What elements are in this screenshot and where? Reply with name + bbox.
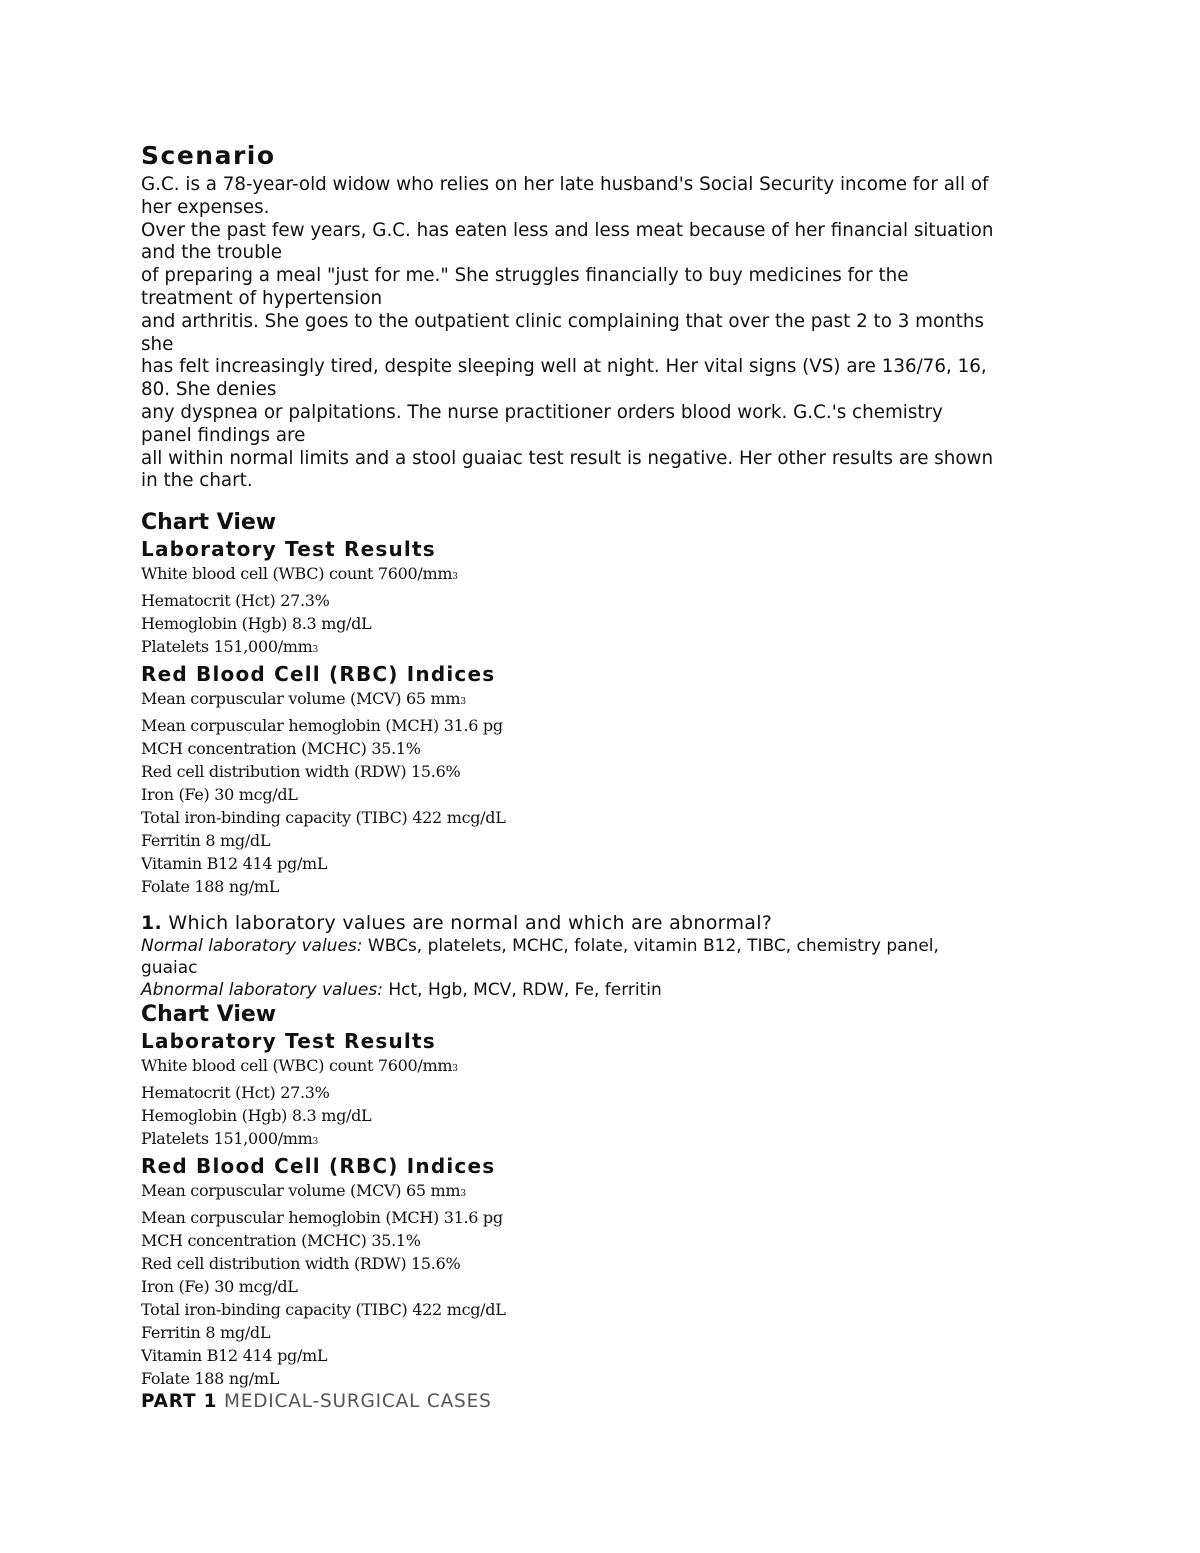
lab-value-item <box>141 1275 1071 1298</box>
lab-value-item <box>141 1081 1071 1104</box>
abnormal-values-answer <box>141 979 1071 1001</box>
lab-results-list <box>141 1054 1071 1154</box>
scenario-line: all within normal limits and a stool guaiac test result is negative. Her other results are shown <box>141 447 994 469</box>
question-prompt: Which laboratory values are normal and which are abnormal? <box>162 912 773 935</box>
lab-value-item <box>141 1367 1071 1390</box>
lab-value-text: Platelets 151,000/mm <box>141 637 313 657</box>
lab-value-item <box>141 1179 1071 1206</box>
lab-value-text: Iron (Fe) 30 mcg/dL <box>141 1277 298 1297</box>
lab-value-superscript: 3 <box>312 1137 318 1148</box>
lab-value-item <box>141 829 1071 852</box>
lab-value-text: Folate 188 ng/mL <box>141 877 280 897</box>
lab-value-text: Iron (Fe) 30 mcg/dL <box>141 785 298 805</box>
scenario-line: of preparing a meal "just for me." She struggles financially to buy medicines for the <box>141 265 909 287</box>
scenario-line: 80. She denies <box>141 379 277 401</box>
scenario-line: has felt increasingly tired, despite sleeping well at night. Her vital signs (VS) are 136/76, 16, <box>141 356 987 378</box>
lab-value-text: Vitamin B12 414 pg/mL <box>141 1346 328 1366</box>
lab-value-text: Red cell distribution width (RDW) 15.6% <box>141 762 461 782</box>
scenario-line: her expenses. <box>141 196 270 218</box>
lab-value-superscript: 3 <box>452 1064 458 1075</box>
scenario-line: treatment of hypertension <box>141 287 383 309</box>
lab-value-superscript: 3 <box>312 645 318 656</box>
scenario-body <box>141 174 1071 493</box>
lab-value-superscript: 3 <box>460 697 466 708</box>
footer-part: PART 1 <box>141 1391 218 1413</box>
lab-value-item <box>141 589 1071 612</box>
chart-view-2 <box>141 1001 1071 1390</box>
lab-value-item <box>141 1321 1071 1344</box>
lab-results-heading: Laboratory Test Results <box>141 1029 436 1054</box>
lab-value-item <box>141 612 1071 635</box>
document-page <box>141 138 1071 1414</box>
lab-value-text: Mean corpuscular hemoglobin (MCH) 31.6 pg <box>141 716 503 736</box>
rbc-indices-heading: Red Blood Cell (RBC) Indices <box>141 662 496 687</box>
rbc-indices-list <box>141 687 1071 898</box>
scenario-line: and arthritis. She goes to the outpatient clinic complaining that over the past 2 to 3 months <box>141 310 985 332</box>
rbc-indices-heading: Red Blood Cell (RBC) Indices <box>141 1154 496 1179</box>
normal-values: WBCs, platelets, MCHC, folate, vitamin B12, TIBC, chemistry panel, <box>362 936 939 957</box>
lab-value-item <box>141 562 1071 589</box>
abnormal-label: Abnormal laboratory values: <box>141 980 383 1001</box>
normal-label: Normal laboratory values: <box>141 936 363 957</box>
lab-value-item <box>141 714 1071 737</box>
lab-value-item <box>141 635 1071 662</box>
lab-value-text: MCH concentration (MCHC) 35.1% <box>141 739 421 759</box>
lab-value-text: Red cell distribution width (RDW) 15.6% <box>141 1254 461 1274</box>
chart-view-title: Chart View <box>141 510 277 536</box>
lab-value-text: Hemoglobin (Hgb) 8.3 mg/dL <box>141 1106 372 1126</box>
lab-value-superscript: 3 <box>452 572 458 583</box>
lab-value-item <box>141 737 1071 760</box>
scenario-line: G.C. is a 78-year-old widow who relies on her late husband's Social Security income for all of <box>141 174 989 195</box>
lab-value-superscript: 3 <box>460 1189 466 1200</box>
normal-values-answer <box>141 935 1071 957</box>
lab-value-text: Total iron-binding capacity (TIBC) 422 mcg/dL <box>141 808 506 828</box>
lab-value-text: Hemoglobin (Hgb) 8.3 mg/dL <box>141 614 372 634</box>
lab-value-item <box>141 1229 1071 1252</box>
lab-value-text: Mean corpuscular hemoglobin (MCH) 31.6 pg <box>141 1208 503 1228</box>
rbc-indices-list <box>141 1179 1071 1390</box>
chart-view-1 <box>141 509 1071 898</box>
scenario-title: Scenario <box>141 141 276 170</box>
lab-value-text: White blood cell (WBC) count 7600/mm <box>141 564 453 584</box>
scenario-line: she <box>141 333 174 355</box>
lab-value-text: Ferritin 8 mg/dL <box>141 831 271 851</box>
lab-value-item <box>141 687 1071 714</box>
lab-value-item <box>141 1206 1071 1229</box>
question-1 <box>141 912 1071 1001</box>
abnormal-values: Hct, Hgb, MCV, RDW, Fe, ferritin <box>382 980 662 1001</box>
footer-title: MEDICAL-SURGICAL CASES <box>217 1391 492 1413</box>
lab-value-item <box>141 1252 1071 1275</box>
lab-value-text: Ferritin 8 mg/dL <box>141 1323 271 1343</box>
lab-value-text: White blood cell (WBC) count 7600/mm <box>141 1056 453 1076</box>
lab-value-text: Folate 188 ng/mL <box>141 1369 280 1389</box>
lab-value-text: MCH concentration (MCHC) 35.1% <box>141 1231 421 1251</box>
lab-results-list <box>141 562 1071 662</box>
lab-value-item <box>141 783 1071 806</box>
lab-value-text: Hematocrit (Hct) 27.3% <box>141 591 330 611</box>
question-number: 1. <box>141 912 163 935</box>
lab-value-item <box>141 1054 1071 1081</box>
scenario-line: and the trouble <box>141 242 283 264</box>
lab-value-item <box>141 1344 1071 1367</box>
lab-value-item <box>141 1298 1071 1321</box>
lab-value-item <box>141 1127 1071 1154</box>
chart-view-title: Chart View <box>141 1002 277 1028</box>
lab-value-text: Hematocrit (Hct) 27.3% <box>141 1083 330 1103</box>
scenario-line: Over the past few years, G.C. has eaten less and less meat because of her financial situation <box>141 219 994 241</box>
lab-value-item <box>141 806 1071 829</box>
page-footer <box>141 1390 1071 1414</box>
scenario-line: panel findings are <box>141 424 306 446</box>
lab-value-item <box>141 760 1071 783</box>
lab-value-text: Platelets 151,000/mm <box>141 1129 313 1149</box>
lab-value-item <box>141 1104 1071 1127</box>
lab-value-item <box>141 875 1071 898</box>
lab-value-text: Mean corpuscular volume (MCV) 65 mm <box>141 689 461 709</box>
lab-value-text: Mean corpuscular volume (MCV) 65 mm <box>141 1181 461 1201</box>
question-text <box>141 912 1071 935</box>
lab-value-text: Vitamin B12 414 pg/mL <box>141 854 328 874</box>
scenario-line: any dyspnea or palpitations. The nurse practitioner orders blood work. G.C.'s chemistry <box>141 401 943 423</box>
lab-results-heading: Laboratory Test Results <box>141 537 436 562</box>
lab-value-item <box>141 852 1071 875</box>
lab-value-text: Total iron-binding capacity (TIBC) 422 mcg/dL <box>141 1300 506 1320</box>
scenario-line: in the chart. <box>141 470 253 492</box>
normal-values-answer-cont: guaiac <box>141 958 198 979</box>
